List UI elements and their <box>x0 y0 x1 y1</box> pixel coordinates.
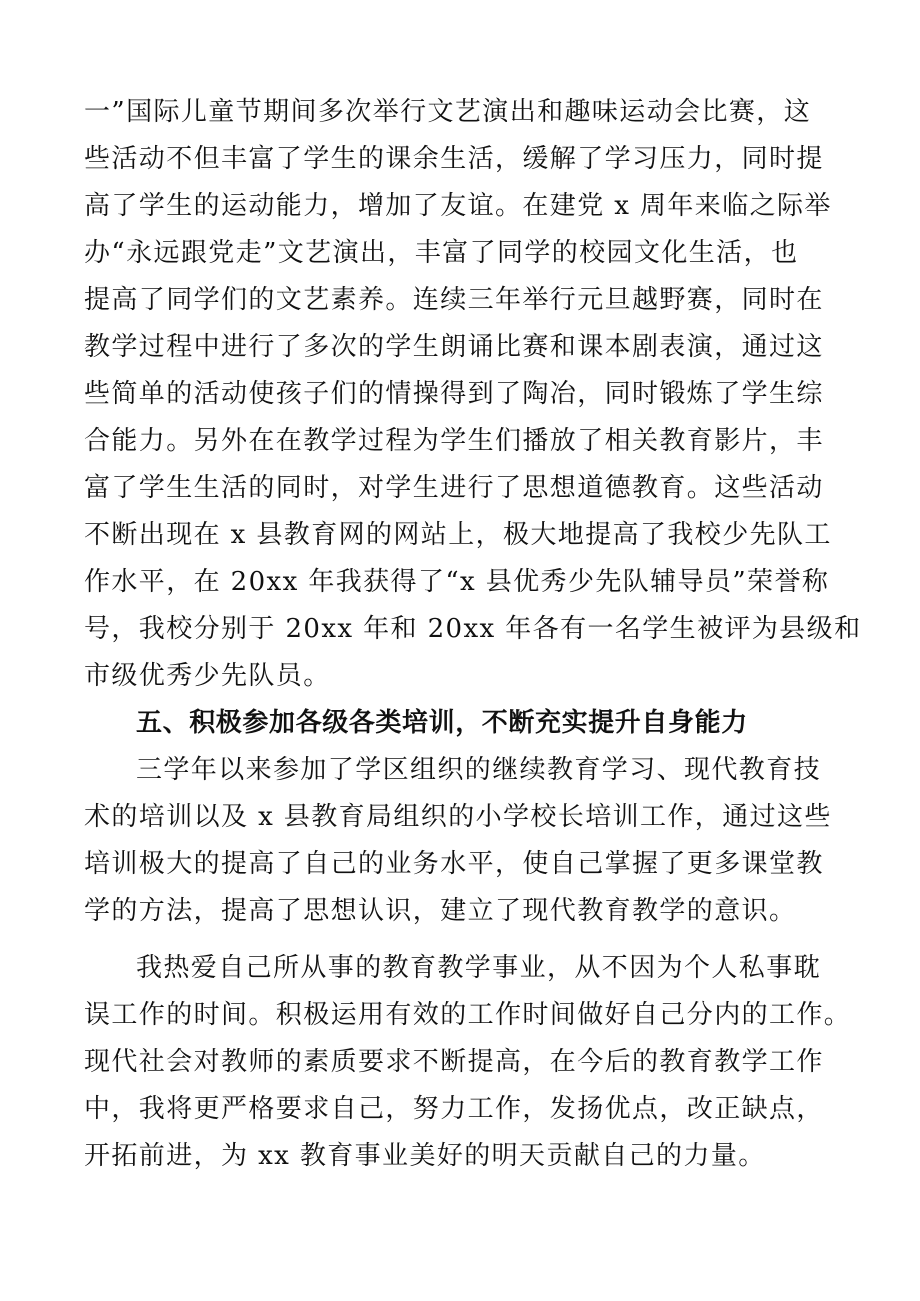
paragraph-3-line-4: 中，我将更严格要求自己，努力工作，发扬优点，改正缺点， <box>84 1094 824 1124</box>
paragraph-1-line-7: 些简单的活动使孩子们的情操得到了陶冶，同时锻炼了学生综 <box>84 379 824 409</box>
paragraph-2-line-2: 术的培训以及 x 县教育局组织的小学校长培训工作，通过这些 <box>84 802 832 832</box>
paragraph-2-line-3: 培训极大的提高了自己的业务水平，使自己掌握了更多课堂教 <box>84 849 824 879</box>
paragraph-1-line-3: 高了学生的运动能力，增加了友谊。在建党 x 周年来临之际举 <box>84 191 832 221</box>
paragraph-1-line-13: 市级优秀少先队员。 <box>84 661 331 691</box>
section-heading: 五、积极参加各级各类培训，不断充实提升自身能力 <box>136 708 748 738</box>
paragraph-1-line-10: 不断出现在 x 县教育网的网站上，极大地提高了我校少先队工 <box>84 520 832 550</box>
paragraph-1-line-1: 一”国际儿童节期间多次举行文艺演出和趣味运动会比赛，这 <box>84 97 812 127</box>
paragraph-1-line-11: 作水平，在 20xx 年我获得了“x 县优秀少先队辅导员”荣誉称 <box>84 567 830 597</box>
paragraph-1-line-12: 号，我校分别于 20xx 年和 20xx 年各有一名学生被评为县级和 <box>84 614 862 644</box>
paragraph-3-line-1: 我热爱自己所从事的教育教学事业，从不因为个人私事耽 <box>136 953 822 983</box>
paragraph-1-line-6: 教学过程中进行了多次的学生朗诵比赛和课本剧表演，通过这 <box>84 332 824 362</box>
paragraph-1-line-5: 提高了同学们的文艺素养。连续三年举行元旦越野赛，同时在 <box>84 285 824 315</box>
paragraph-1-line-2: 些活动不但丰富了学生的课余生活，缓解了学习压力，同时提 <box>84 144 824 174</box>
paragraph-2-line-1: 三学年以来参加了学区组织的继续教育学习、现代教育技 <box>136 755 822 785</box>
paragraph-3-line-5: 开拓前进，为 xx 教育事业美好的明天贡献自己的力量。 <box>84 1141 766 1171</box>
paragraph-3-line-3: 现代社会对教师的素质要求不断提高，在今后的教育教学工作 <box>84 1047 824 1077</box>
paragraph-1-line-4: 办“永远跟党走”文艺演出，丰富了同学的校园文化生活，也 <box>84 238 799 268</box>
paragraph-2-line-4: 学的方法，提高了思想认识，建立了现代教育教学的意识。 <box>84 896 797 926</box>
paragraph-1-line-9: 富了学生生活的同时，对学生进行了思想道德教育。这些活动 <box>84 473 824 503</box>
paragraph-1-line-8: 合能力。另外在在教学过程为学生们播放了相关教育影片，丰 <box>84 426 824 456</box>
paragraph-3-line-2: 误工作的时间。积极运用有效的工作时间做好自己分内的工作。 <box>84 1000 852 1030</box>
